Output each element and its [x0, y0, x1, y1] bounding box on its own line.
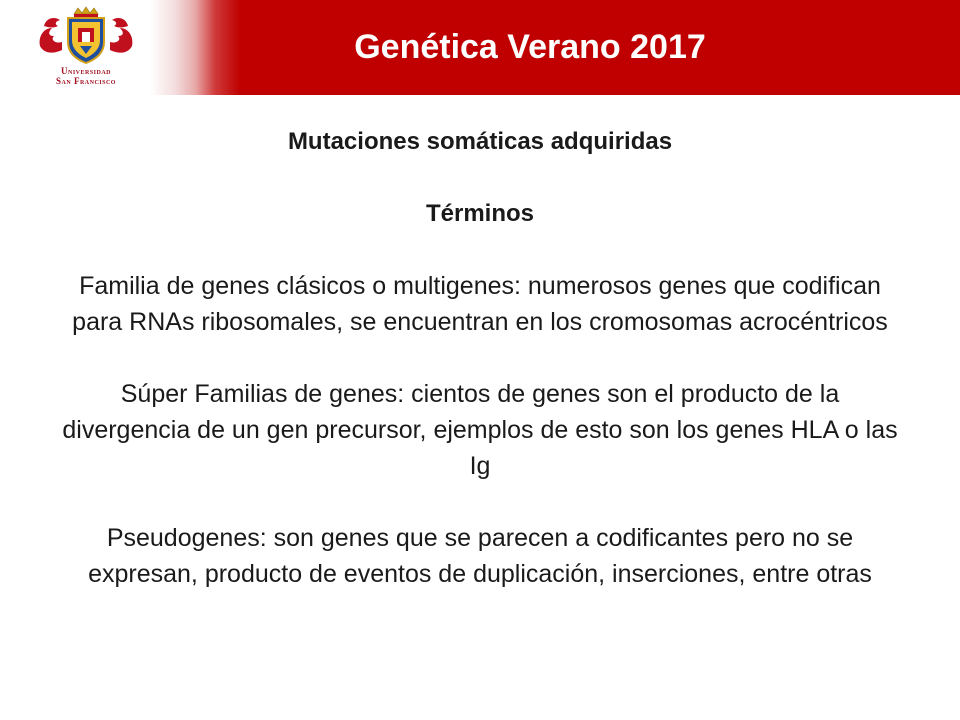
university-crest-icon — [36, 6, 136, 66]
paragraph-pseudogenes: Pseudogenes: son genes que se parecen a codificantes pero no se expresan, producto de eventos de duplicación, inserciones, entre otras — [88, 524, 872, 588]
university-name — [36, 66, 136, 86]
slide-title: Genética Verano 2017 — [354, 28, 706, 66]
university-logo — [36, 6, 136, 92]
section-heading: Términos — [425, 200, 535, 227]
title-bar — [0, 0, 960, 95]
paragraph-multigenes: Familia de genes clásicos o multigenes: numerosos genes que codifican para RNAs ribosomales, se encuentran en los cromosomas acrocéntricos — [72, 272, 888, 336]
university-name-line1: Universidad — [60, 66, 111, 76]
university-name-line2: San Francisco — [56, 76, 116, 86]
slide-subtitle: Mutaciones somáticas adquiridas — [287, 128, 673, 155]
slide-content — [60, 124, 900, 592]
paragraph-superfamilies: Súper Familias de genes: cientos de genes son el producto de la divergencia de un gen precursor, ejemplos de esto son los genes HLA o las Ig — [62, 380, 898, 480]
